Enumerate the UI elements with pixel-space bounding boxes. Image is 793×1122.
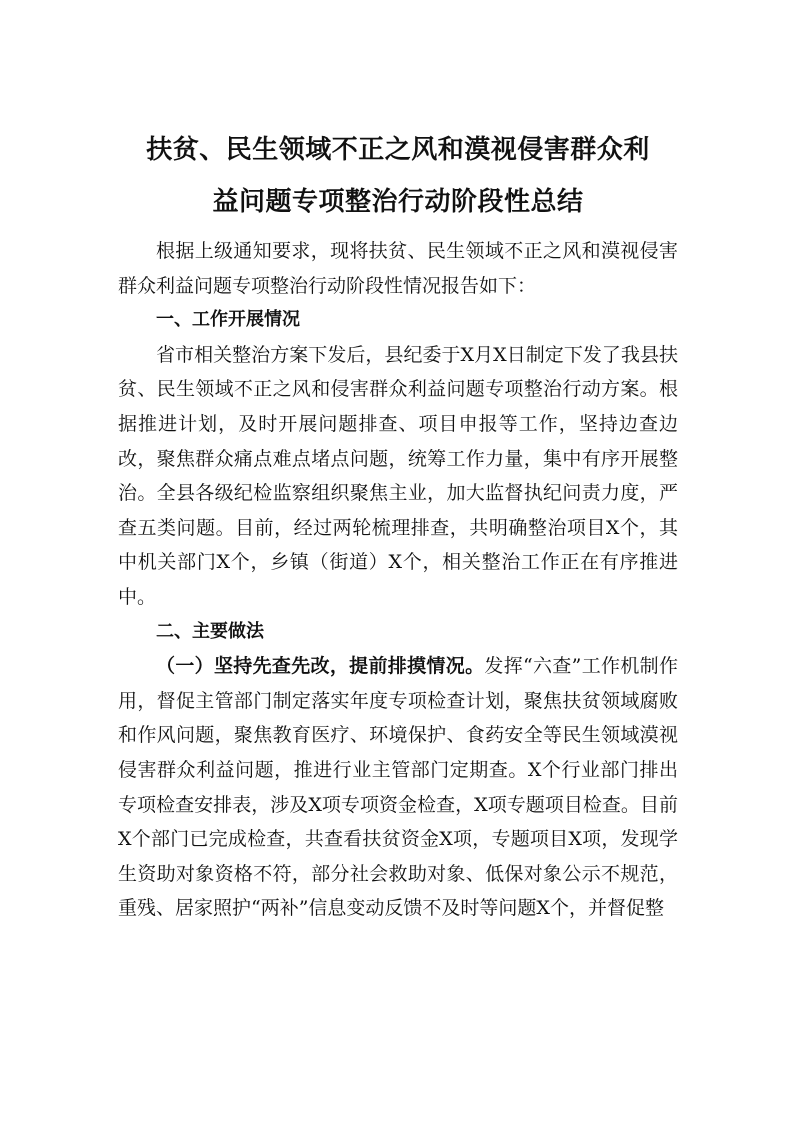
section-1-paragraph: 省市相关整治方案下发后，县纪委于X月X日制定下发了我县扶贫、民生领域不正之风和侵害群众利益问题专项整治行动方案。根据推进计划，及时开展问题排查、项目申报等工作，坚持边查边改，聚焦群众痛点难点堵点问题，统筹工作力量，集中有序开展整治。全县各级纪检监察组织聚焦主业，加大监督执纪问责力度，严查五类问题。目前，经过两轮梳理排查，共明确整治项目X个，其中机关部门X个，乡镇（街道）X个，相关整治工作正在有序推进中。 [118, 343, 678, 608]
title-line-1: 扶贫、民生领域不正之风和漠视侵害群众利 [146, 135, 650, 165]
subsection-1-text: 发挥“六查”工作机制作用，督促主管部门制定落实年度专项检查计划，聚焦扶贫领域腐败和作风问题，聚焦教育医疗、环境保护、食药安全等民生领域漠视侵害群众利益问题，推进行业主管部门定期查。X个行业部门排出专项检查安排表，涉及X项专项资金检查，X项专题项目检查。目前X个部门已完成检查，共查看扶贫资金X项，专题项目X项，发现学生资助对象资格不符，部分社会救助对象、低保对象公示不规范，重残、居家照护“两补”信息变动反馈不及时等问题X个，并督促整 [118, 655, 678, 920]
intro-paragraph: 根据上级通知要求，现将扶贫、民生领域不正之风和漠视侵害群众利益问题专项整治行动阶段性情况报告如下： [118, 240, 678, 297]
subsection-1-paragraph [118, 649, 678, 926]
document-page [118, 124, 678, 926]
section-heading-main-practices: 二、主要做法 [156, 620, 264, 642]
title-line-2: 益问题专项整治行动阶段性总结 [212, 187, 584, 217]
section-heading-work-progress: 一、工作开展情况 [156, 309, 300, 331]
subsection-1-heading: （一）坚持先查先改，提前排摸情况。 [156, 655, 485, 678]
document-title [118, 124, 678, 228]
